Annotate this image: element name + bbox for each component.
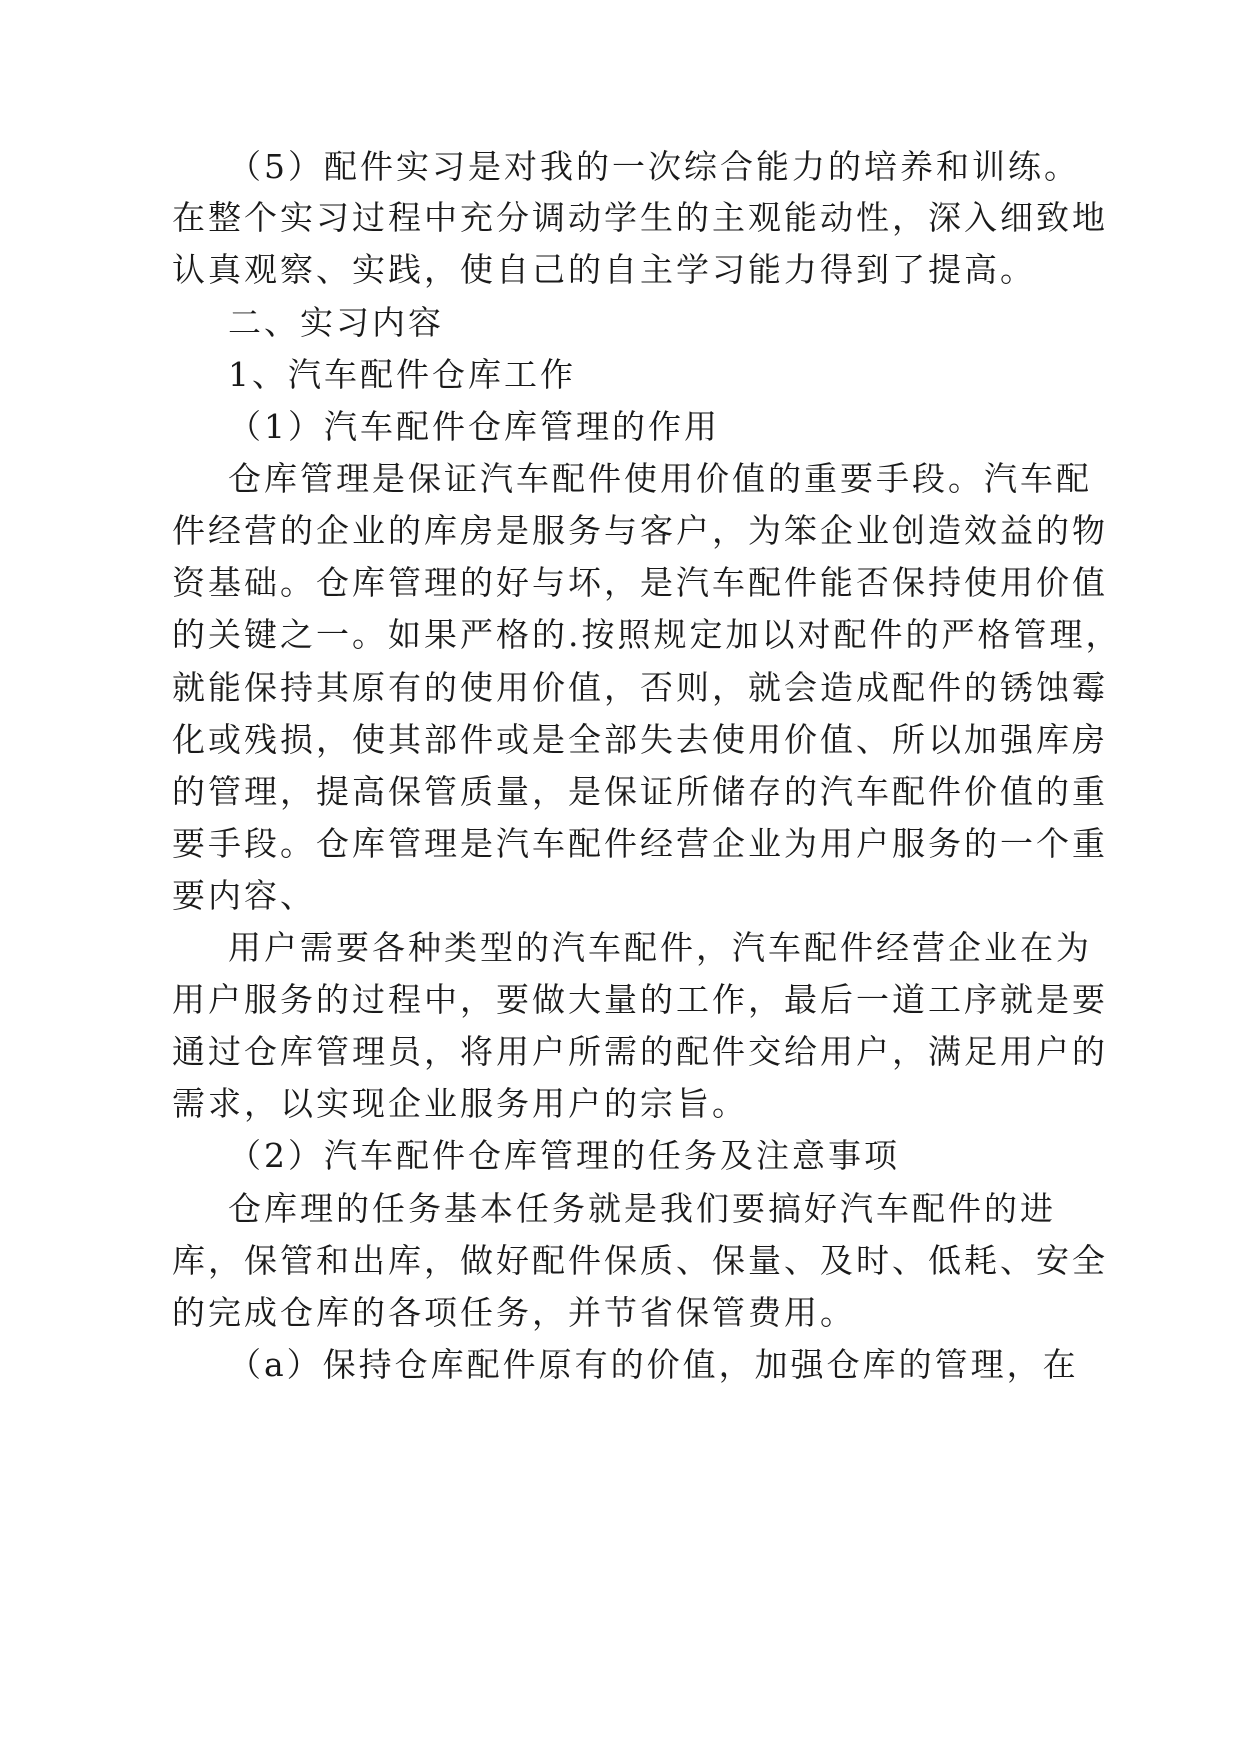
text-line: 要手段。仓库管理是汽车配件经营企业为用户服务的一个重 [172,824,1108,863]
text-line: 就能保持其原有的使用价值，否则，就会造成配件的锈蚀霉 [172,668,1108,707]
section-heading: 二、实习内容 [228,303,444,342]
text-line: 件经营的企业的库房是服务与客户，为笨企业创造效益的物 [172,511,1108,550]
text-line: 资基础。仓库管理的好与坏，是汽车配件能否保持使用价值 [172,563,1108,602]
subsection-heading: （1）汽车配件仓库管理的作用 [228,407,720,446]
subsection-heading: 1、汽车配件仓库工作 [228,355,576,394]
text-line: 在整个实习过程中充分调动学生的主观能动性，深入细致地 [172,198,1108,237]
text-line: 认真观察、实践，使自己的自主学习能力得到了提高。 [172,250,1036,289]
text-line: 用户服务的过程中，要做大量的工作，最后一道工序就是要 [172,980,1108,1019]
text-line: 要内容、 [172,876,316,915]
subsection-heading: （2）汽车配件仓库管理的任务及注意事项 [228,1136,900,1175]
text-line: 通过仓库管理员，将用户所需的配件交给用户，满足用户的 [172,1032,1108,1071]
text-line: 的管理，提高保管质量，是保证所储存的汽车配件价值的重 [172,772,1108,811]
text-line: （5）配件实习是对我的一次综合能力的培养和训练。 [228,147,1080,186]
text-line: （a）保持仓库配件原有的价值，加强仓库的管理，在 [228,1345,1079,1384]
text-line: 用户需要各种类型的汽车配件，汽车配件经营企业在为 [228,928,1092,967]
text-line: 仓库理的任务基本任务就是我们要搞好汽车配件的进 [228,1189,1056,1228]
text-line: 需求，以实现企业服务用户的宗旨。 [172,1084,748,1123]
text-line: 的关键之一。如果严格的.按照规定加以对配件的严格管理， [172,615,1122,654]
text-line: 库，保管和出库，做好配件保质、保量、及时、低耗、安全 [172,1241,1108,1280]
text-line: 的完成仓库的各项任务，并节省保管费用。 [172,1293,856,1332]
text-line: 化或残损，使其部件或是全部失去使用价值、所以加强库房 [172,720,1108,759]
text-line: 仓库管理是保证汽车配件使用价值的重要手段。汽车配 [228,459,1092,498]
